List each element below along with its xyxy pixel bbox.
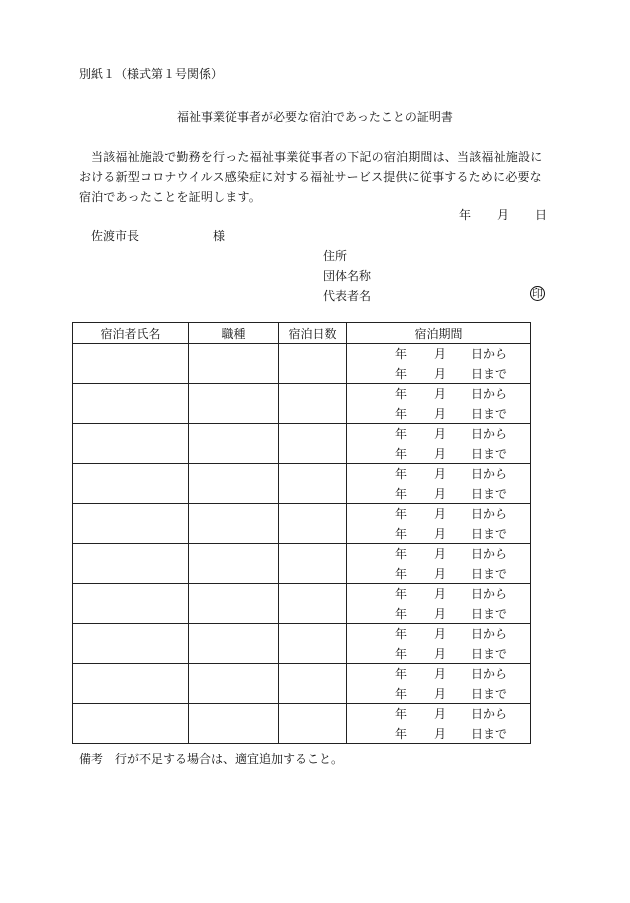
date-year-label: 年 bbox=[459, 208, 472, 222]
period-from-year-label: 年 bbox=[395, 507, 408, 521]
period-from-year-label: 年 bbox=[395, 387, 408, 401]
table-row bbox=[73, 624, 531, 664]
addressee-name: 佐渡市長 bbox=[91, 229, 140, 243]
period-from-day-label: 日から bbox=[471, 667, 508, 681]
representative-label: 代表者名 bbox=[323, 289, 372, 303]
period-from-day-label: 日から bbox=[471, 387, 508, 401]
period-from-day-label: 日から bbox=[471, 547, 508, 561]
period-from-year-label: 年 bbox=[395, 707, 408, 721]
period-from-year-label: 年 bbox=[395, 347, 408, 361]
header-nights: 宿泊日数 bbox=[279, 323, 347, 344]
period-cell[interactable] bbox=[347, 624, 531, 664]
period-to-day-label: 日まで bbox=[471, 367, 508, 381]
period-to-year-label: 年 bbox=[395, 527, 408, 541]
guest-name-cell[interactable] bbox=[73, 504, 189, 544]
table-row bbox=[73, 664, 531, 704]
period-from-month-label: 月 bbox=[434, 387, 447, 401]
period-from-year-label: 年 bbox=[395, 427, 408, 441]
period-to-year-label: 年 bbox=[395, 447, 408, 461]
nights-cell[interactable] bbox=[279, 544, 347, 584]
period-to-month-label: 月 bbox=[434, 447, 447, 461]
period-to-year-label: 年 bbox=[395, 647, 408, 661]
nights-cell[interactable] bbox=[279, 344, 347, 384]
job-type-cell[interactable] bbox=[189, 544, 279, 584]
period-to-day-label: 日まで bbox=[471, 567, 508, 581]
period-to-day-label: 日まで bbox=[471, 407, 508, 421]
guest-name-cell[interactable] bbox=[73, 344, 189, 384]
nights-cell[interactable] bbox=[279, 704, 347, 744]
period-from-year-label: 年 bbox=[395, 547, 408, 561]
period-from-month-label: 月 bbox=[434, 427, 447, 441]
period-from-day-label: 日から bbox=[471, 707, 508, 721]
addressee-honorific: 様 bbox=[213, 229, 226, 243]
period-from-year-label: 年 bbox=[395, 587, 408, 601]
period-to-year-label: 年 bbox=[395, 687, 408, 701]
period-from-year-label: 年 bbox=[395, 467, 408, 481]
period-cell[interactable] bbox=[347, 464, 531, 504]
period-from-day-label: 日から bbox=[471, 627, 508, 641]
table-header-row bbox=[73, 323, 531, 344]
period-from-day-label: 日から bbox=[471, 587, 508, 601]
guest-name-cell[interactable] bbox=[73, 464, 189, 504]
period-from-month-label: 月 bbox=[434, 707, 447, 721]
period-to-month-label: 月 bbox=[434, 647, 447, 661]
period-to-year-label: 年 bbox=[395, 407, 408, 421]
guest-name-cell[interactable] bbox=[73, 424, 189, 464]
job-type-cell[interactable] bbox=[189, 704, 279, 744]
nights-cell[interactable] bbox=[279, 504, 347, 544]
header-period: 宿泊期間 bbox=[347, 323, 531, 344]
guest-name-cell[interactable] bbox=[73, 384, 189, 424]
guest-name-cell[interactable] bbox=[73, 664, 189, 704]
period-from-year-label: 年 bbox=[395, 627, 408, 641]
table-row bbox=[73, 344, 531, 384]
period-to-year-label: 年 bbox=[395, 567, 408, 581]
nights-cell[interactable] bbox=[279, 584, 347, 624]
form-reference: 別紙１（様式第１号関係） bbox=[79, 67, 224, 81]
job-type-cell[interactable] bbox=[189, 464, 279, 504]
period-from-year-label: 年 bbox=[395, 667, 408, 681]
period-from-month-label: 月 bbox=[434, 627, 447, 641]
table-row bbox=[73, 704, 531, 744]
period-from-month-label: 月 bbox=[434, 467, 447, 481]
organization-label: 団体名称 bbox=[323, 269, 372, 283]
period-to-year-label: 年 bbox=[395, 367, 408, 381]
job-type-cell[interactable] bbox=[189, 344, 279, 384]
period-to-month-label: 月 bbox=[434, 687, 447, 701]
nights-cell[interactable] bbox=[279, 624, 347, 664]
job-type-cell[interactable] bbox=[189, 384, 279, 424]
period-from-day-label: 日から bbox=[471, 427, 508, 441]
period-cell[interactable] bbox=[347, 344, 531, 384]
period-to-year-label: 年 bbox=[395, 487, 408, 501]
period-to-month-label: 月 bbox=[434, 607, 447, 621]
period-from-month-label: 月 bbox=[434, 667, 447, 681]
nights-cell[interactable] bbox=[279, 424, 347, 464]
certification-text: 当該福祉施設で勤務を行った福祉事業従事者の下記の宿泊期間は、当該福祉施設における新型コロナウイルス感染症に対する福祉サービス提供に従事するために必要な宿泊であったことを証明します。 bbox=[79, 150, 543, 204]
period-from-month-label: 月 bbox=[434, 587, 447, 601]
guest-name-cell[interactable] bbox=[73, 704, 189, 744]
nights-cell[interactable] bbox=[279, 464, 347, 504]
date-month-label: 月 bbox=[497, 208, 510, 222]
table-row bbox=[73, 544, 531, 584]
period-from-month-label: 月 bbox=[434, 347, 447, 361]
period-from-month-label: 月 bbox=[434, 507, 447, 521]
period-to-month-label: 月 bbox=[434, 487, 447, 501]
period-to-day-label: 日まで bbox=[471, 687, 508, 701]
period-to-month-label: 月 bbox=[434, 407, 447, 421]
period-cell[interactable] bbox=[347, 704, 531, 744]
period-from-day-label: 日から bbox=[471, 467, 508, 481]
period-to-day-label: 日まで bbox=[471, 447, 508, 461]
nights-cell[interactable] bbox=[279, 384, 347, 424]
period-from-day-label: 日から bbox=[471, 347, 508, 361]
period-from-month-label: 月 bbox=[434, 547, 447, 561]
address-label: 住所 bbox=[323, 249, 348, 263]
period-cell[interactable] bbox=[347, 424, 531, 464]
lodging-table bbox=[72, 322, 531, 744]
table-row bbox=[73, 424, 531, 464]
period-to-day-label: 日まで bbox=[471, 647, 508, 661]
job-type-cell[interactable] bbox=[189, 504, 279, 544]
period-to-month-label: 月 bbox=[434, 567, 447, 581]
period-to-month-label: 月 bbox=[434, 727, 447, 741]
period-from-day-label: 日から bbox=[471, 507, 508, 521]
period-cell[interactable] bbox=[347, 504, 531, 544]
period-to-month-label: 月 bbox=[434, 367, 447, 381]
period-cell[interactable] bbox=[347, 544, 531, 584]
period-to-day-label: 日まで bbox=[471, 487, 508, 501]
remarks-note: 備考 行が不足する場合は、適宜追加すること。 bbox=[79, 752, 344, 766]
period-cell[interactable] bbox=[347, 384, 531, 424]
table-row bbox=[73, 464, 531, 504]
period-to-day-label: 日まで bbox=[471, 607, 508, 621]
table-row bbox=[73, 504, 531, 544]
table-row bbox=[73, 584, 531, 624]
period-to-month-label: 月 bbox=[434, 527, 447, 541]
header-guest-name: 宿泊者氏名 bbox=[73, 323, 189, 344]
guest-name-cell[interactable] bbox=[73, 624, 189, 664]
document-title: 福祉事業従事者が必要な宿泊であったことの証明書 bbox=[177, 110, 453, 124]
period-to-year-label: 年 bbox=[395, 727, 408, 741]
period-to-day-label: 日まで bbox=[471, 527, 508, 541]
header-job-type: 職種 bbox=[189, 323, 279, 344]
table-row bbox=[73, 384, 531, 424]
guest-name-cell[interactable] bbox=[73, 584, 189, 624]
guest-name-cell[interactable] bbox=[73, 544, 189, 584]
job-type-cell[interactable] bbox=[189, 664, 279, 704]
job-type-cell[interactable] bbox=[189, 624, 279, 664]
period-cell[interactable] bbox=[347, 584, 531, 624]
period-cell[interactable] bbox=[347, 664, 531, 704]
job-type-cell[interactable] bbox=[189, 424, 279, 464]
nights-cell[interactable] bbox=[279, 664, 347, 704]
job-type-cell[interactable] bbox=[189, 584, 279, 624]
date-day-label: 日 bbox=[535, 208, 548, 222]
period-to-day-label: 日まで bbox=[471, 727, 508, 741]
period-to-year-label: 年 bbox=[395, 607, 408, 621]
seal-mark: 印 bbox=[532, 287, 543, 300]
